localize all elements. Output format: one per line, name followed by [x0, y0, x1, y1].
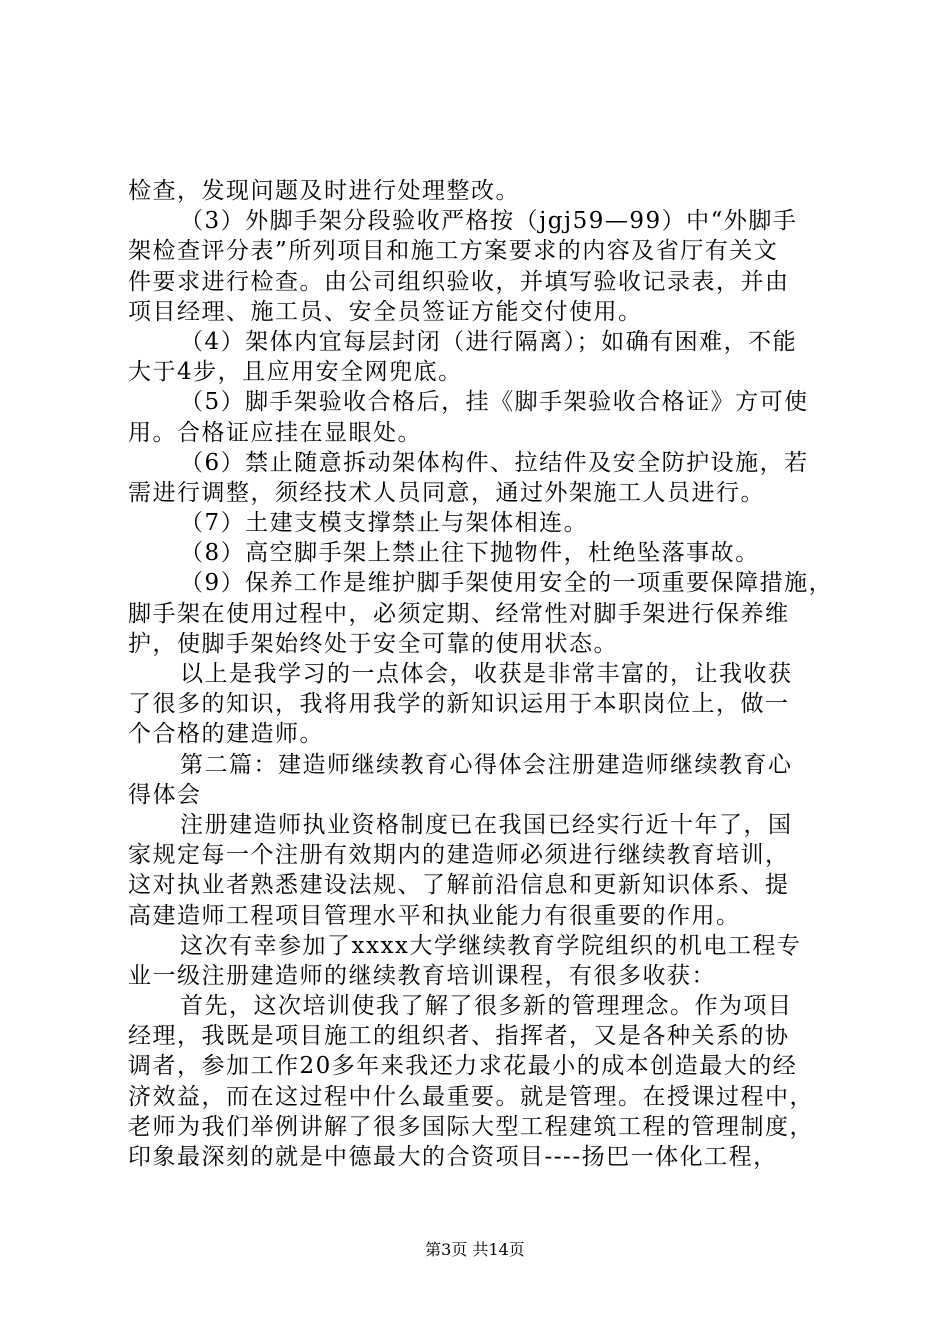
text-line: 了很多的知识，我将用我学的新知识运用于本职岗位上，做一 — [128, 691, 790, 718]
text-line: （6）禁止随意拆动架体构件、拉结件及安全防护设施，若 — [180, 449, 809, 476]
text-line: 济效益，而在这过程中什么最重要。就是管理。在授课过程中， — [128, 1083, 814, 1110]
text-line: （7）土建支模支撑禁止与架体相连。 — [180, 510, 589, 537]
text-line: 高建造师工程项目管理水平和执业能力有很重要的作用。 — [128, 902, 741, 929]
page-footer: 第3页 共14页 — [425, 1240, 525, 1259]
text-line: （8）高空脚手架上禁止往下抛物件，杜绝坠落事故。 — [180, 540, 760, 567]
text-line: 注册建造师执业资格制度已在我国已经实行近十年了，国 — [180, 811, 793, 838]
text-line: 项目经理、施工员、安全员签证方能交付使用。 — [128, 298, 643, 325]
text-line: 个合格的建造师。 — [128, 721, 324, 748]
text-line: （9）保养工作是维护脚手架使用安全的一项重要保障措施， — [180, 570, 834, 597]
document-body — [128, 176, 840, 1172]
text-line: 件要求进行检查。由公司组织验收，并填写验收记录表，并由 — [128, 268, 790, 295]
text-line: 经理，我既是项目施工的组织者、指挥者，又是各种关系的协 — [128, 1023, 790, 1050]
text-line: 需进行调整，须经技术人员同意，通过外架施工人员进行。 — [128, 479, 765, 506]
text-line: 首先，这次培训使我了解了很多新的管理理念。作为项目 — [180, 993, 793, 1020]
text-line: 大于4步，且应用安全网兜底。 — [128, 359, 463, 386]
text-line: 这对执业者熟悉建设法规、了解前沿信息和更新知识体系、提 — [128, 872, 790, 899]
text-line: 第二篇：建造师继续教育心得体会注册建造师继续教育心 — [180, 751, 793, 778]
text-line: 架检查评分表”所列项目和施工方案要求的内容及省厅有关文 — [128, 238, 779, 265]
text-line: 调者，参加工作20多年来我还力求花最小的成本创造最大的经 — [128, 1053, 798, 1080]
text-line: 老师为我们举例讲解了很多国际大型工程建筑工程的管理制度， — [128, 1113, 814, 1140]
text-line: （4）架体内宜每层封闭（进行隔离）；如确有困难，不能 — [180, 328, 798, 355]
text-line: 这次有幸参加了xxxx大学继续教育学院组织的机电工程专 — [180, 932, 802, 959]
text-line: 印象最深刻的就是中德最大的合资项目----扬巴一体化工程， — [128, 1144, 778, 1170]
text-line: 检查，发现问题及时进行处理整改。 — [128, 178, 520, 204]
text-line: 以上是我学习的一点体会，收获是非常丰富的，让我收获 — [180, 661, 793, 687]
text-line: 得体会 — [128, 781, 202, 808]
text-line: 业一级注册建造师的继续教育培训课程，有很多收获： — [128, 962, 716, 989]
text-line: 护，使脚手架始终处于安全可靠的使用状态。 — [128, 630, 618, 657]
text-line: 脚手架在使用过程中，必须定期、经常性对脚手架进行保养维 — [128, 600, 790, 627]
text-line: （3）外脚手架分段验收严格按（jgj59—99）中“外脚手 — [180, 208, 798, 235]
text-line: 家规定每一个注册有效期内的建造师必须进行继续教育培训， — [128, 842, 790, 869]
text-line: （5）脚手架验收合格后，挂《脚手架验收合格证》方可使 — [180, 389, 809, 416]
text-line: 用。合格证应挂在显眼处。 — [128, 419, 422, 446]
